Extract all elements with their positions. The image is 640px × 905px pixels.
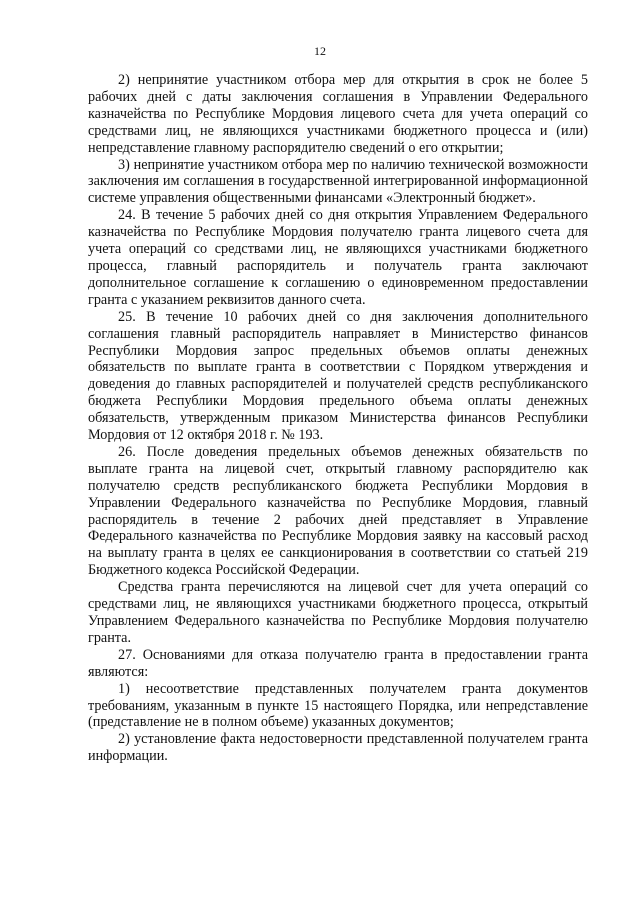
- paragraph-25: 25. В течение 10 рабочих дней со дня заключения дополнительного соглашения главный распорядитель направляет в Министерство финансов Республики Мордовия запрос предельных объемов оплаты денежных обязательств по выплате гранта в соответствии с Порядком утверждения и доведения до главных распорядителей и получателей средств республиканского бюджета Республики Мордовия предельного объема оплаты денежных обязательств, утвержденным приказом Министерства финансов Республики Мордовия от 12 октября 2018 г. № 193.: [88, 308, 588, 444]
- page-number: 12: [314, 44, 326, 58]
- document-body: [88, 72, 588, 765]
- paragraph-grant-transfer: Средства гранта перечисляются на лицевой счет для учета операций со средствами лиц, не являющихся участниками бюджетного процесса, открытый Управлением Федерального казначейства по Республике Мордовия получателю гранта.: [88, 579, 588, 646]
- paragraph-27-item-2: 2) установление факта недостоверности представленной получателем гранта информации.: [88, 731, 588, 765]
- paragraph-24: 24. В течение 5 рабочих дней со дня открытия Управлением Федерального казначейства по Республике Мордовия получателю гранта лицевого счета для учета операций со средствами лиц, не являющихся участниками бюджетного процесса, главный распорядитель и получатель гранта заключают дополнительное соглашение к соглашению о единовременном предоставлении гранта с указанием реквизитов данного счета.: [88, 207, 588, 308]
- paragraph-26: 26. После доведения предельных объемов денежных обязательств по выплате гранта на лицевой счет, открытый главному распорядителю как получателю средств республиканского бюджета Республики Мордовия в Управлении Федерального казначейства по Республике Мордовия, главный распорядитель в течение 2 рабочих дней представляет в Управление Федерального казначейства по Республике Мордовия заявку на кассовый расход на выплату гранта в целях ее санкционирования в соответствии со статьей 219 Бюджетного кодекса Российской Федерации.: [88, 443, 588, 579]
- paragraph-item-2-open-account: 2) непринятие участником отбора мер для открытия в срок не более 5 рабочих дней с даты заключения соглашения в Управлении Федерального казначейства по Республике Мордовия лицевого счета для учета операций со средствами лиц, не являющихся участниками бюджетного процесса и (или) непредставление главному распорядителю сведений о его открытии;: [88, 72, 588, 156]
- paragraph-27: 27. Основаниями для отказа получателю гранта в предоставлении гранта являются:: [88, 646, 588, 680]
- paragraph-item-3-electronic-budget: 3) непринятие участником отбора мер по наличию технической возможности заключения им соглашения в государственной интегрированной информационной системе управления общественными финансами «Электронный бюджет».: [88, 156, 588, 207]
- paragraph-27-item-1: 1) несоответствие представленных получателем гранта документов требованиям, указанным в пункте 15 настоящего Порядка, или непредставление (представление не в полном объеме) указанных документов;: [88, 680, 588, 731]
